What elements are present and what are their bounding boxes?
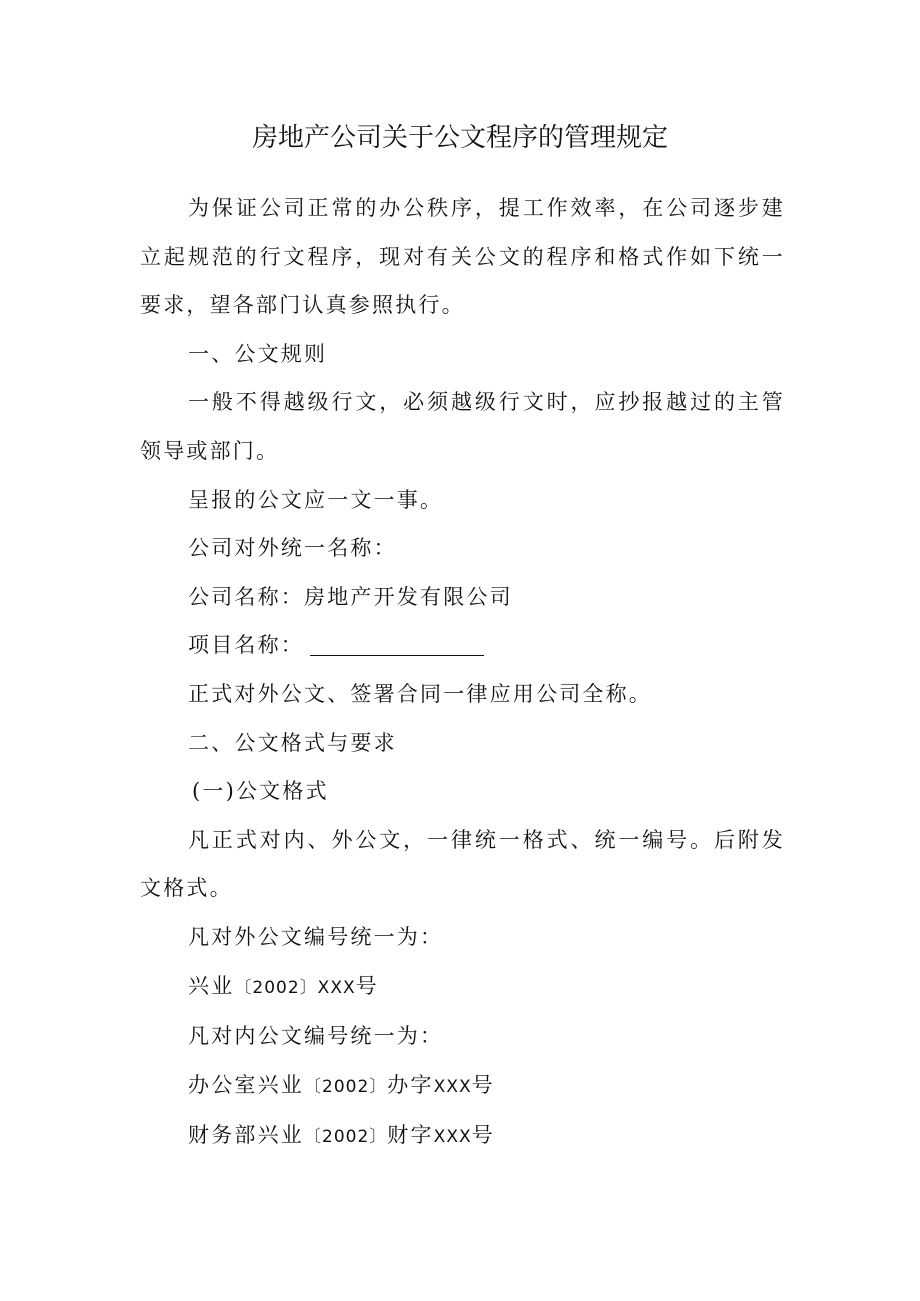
finance-number-example <box>140 1111 785 1162</box>
office-number-end: 号 <box>471 1072 495 1097</box>
external-number-label: 凡对外公文编号统一为： <box>188 924 444 949</box>
subsection-heading-format: (一)公文格式 <box>192 779 329 804</box>
external-number-prefix: 兴业 <box>188 973 235 998</box>
office-number-example <box>140 1061 785 1112</box>
finance-number-suffix: 财字 <box>387 1123 434 1148</box>
office-number-suffix: 办字 <box>387 1072 434 1097</box>
section-heading-rules: 一、公文规则 <box>188 341 328 366</box>
project-name-label: 项目名称： <box>188 633 304 658</box>
project-name-blank <box>310 629 484 656</box>
rule-paragraph-no-skip-level: 一般不得越级行文，必须越级行文时，应抄报越过的主管领导或部门。 <box>140 390 785 463</box>
office-number-prefix: 办公室兴业 <box>188 1072 304 1097</box>
finance-number-prefix: 财务部兴业 <box>188 1123 304 1148</box>
rule-paragraph-one-matter: 呈报的公文应一文一事。 <box>188 487 444 512</box>
external-number-suffix: 号 <box>355 973 379 998</box>
office-number-year: 〔2002〕 <box>304 1076 388 1097</box>
section-heading-format: 二、公文格式与要求 <box>188 730 397 755</box>
rule-paragraph-unified-name: 公司对外统一名称： <box>188 536 397 561</box>
finance-number-year: 〔2002〕 <box>304 1127 388 1148</box>
document-body <box>140 184 785 1162</box>
format-paragraph: 凡正式对内、外公文，一律统一格式、统一编号。后附发文格式。 <box>140 827 785 901</box>
external-number-year: 〔2002〕XXX <box>234 977 356 998</box>
project-name-line <box>140 621 785 670</box>
internal-number-label: 凡对内公文编号统一为： <box>188 1024 444 1049</box>
rule-paragraph-full-name: 正式对外公文、签署合同一律应用公司全称。 <box>188 681 652 706</box>
document-title: 房地产公司关于公文程序的管理规定 <box>251 123 668 153</box>
external-number-example <box>140 962 785 1013</box>
intro-paragraph: 为保证公司正常的办公秩序，提工作效率，在公司逐步建立起规范的行文程序，现对有关公文的程序和格式作如下统一要求，望各部门认真参照执行。 <box>140 196 785 318</box>
company-name-line: 公司名称：房地产开发有限公司 <box>188 584 513 609</box>
office-number-xxx: XXX <box>433 1076 472 1097</box>
finance-number-end: 号 <box>471 1123 495 1148</box>
finance-number-xxx: XXX <box>433 1127 472 1148</box>
